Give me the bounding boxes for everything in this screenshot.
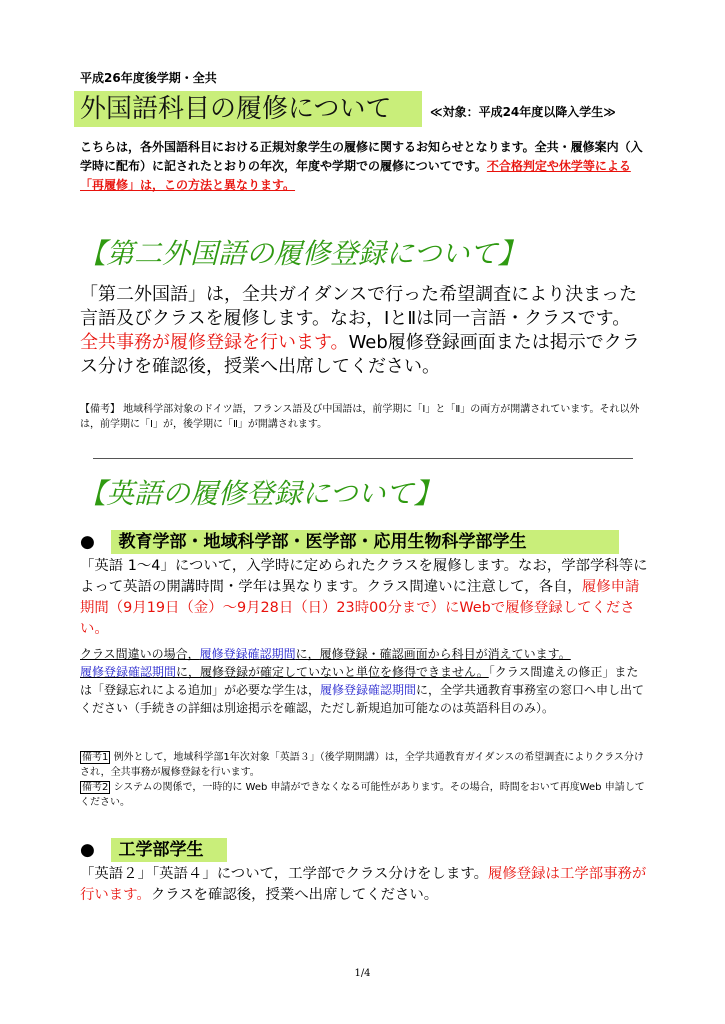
intro-text: こちらは，各外国語科目における正規対象学生の履修に関するお知らせとなります。全共・履修案内（入学時に配布）に記されたとおりの年次，年度や学期での履修についてです。 — [80, 140, 643, 173]
second-language-red-text: 全共事務が履修登録を行います。 — [80, 332, 349, 353]
second-language-note: 【備考】 地域科学部対象のドイツ語，フランス語及び中国語は，前学期に「Ⅰ」と「Ⅱ」の両方が開講されています。それ以外は，前学期に「Ⅰ」が，後学期に「Ⅱ」が開講されます。 — [80, 404, 640, 430]
page-title: 外国語科目の履修について — [80, 94, 392, 124]
confirm-period-link-3: 履修登録確認期間 — [320, 683, 417, 697]
confirm-period-link-2: 履修登録確認期間 — [80, 665, 177, 679]
note-1-label: 備考1 — [82, 752, 109, 763]
target-students: ≪対象：平成24年度以降入学生≫ — [430, 105, 616, 119]
detail-text-4: 「クラス間違えの修正」または「登録忘れによる追加」が必要な学生は， — [80, 665, 639, 697]
detail-text-5: に，全学共通教育事務室の窓口へ申し出てください（手続きの詳細は別途掲示を確認，ただし新規追加可能なのは英語科目のみ）。 — [80, 683, 645, 715]
english-heading: 【英語の履修登録について】 — [78, 477, 442, 510]
detail-text-2: に，履修登録・確認画面から科目が消えています。 — [295, 647, 571, 661]
group2-body — [80, 864, 650, 906]
group1-red-text: 履修申請期間（9月19日（金）～9月28日（日）23時00分まで）にWebで履修登録してください。 — [80, 579, 640, 637]
group2-text-2: クラスを確認後，授業へ出席してください。 — [150, 887, 439, 903]
note-1 — [80, 750, 652, 780]
second-language-body — [80, 283, 650, 379]
note-2-label: 備考2 — [82, 782, 109, 793]
intro-paragraph — [80, 138, 648, 195]
second-language-text-1: 「第二外国語」は，全共ガイダンスで行った希望調査により決まった言語及びクラスを履修します。なお，ⅠとⅡは同一言語・クラスです。 — [80, 284, 638, 329]
second-language-text-2: Web履修登録画面または掲示でクラス分けを確認後，授業へ出席してください。 — [80, 332, 640, 377]
english-notes — [80, 750, 652, 810]
detail-text-3: に，履修登録が確定していないと単位を修得できません。 — [176, 665, 489, 679]
group2-red-text: 履修登録は工学部事務が行います。 — [80, 866, 647, 903]
note-1-text: 例外として，地域科学部1年次対象「英語３」（後学期開講）は，全学共通教育ガイダンスの希望調査によりクラス分けされ，全共事務が履修登録を行います。 — [80, 752, 644, 778]
note-2 — [80, 780, 652, 810]
confirm-period-link-1: 履修登録確認期間 — [199, 647, 296, 661]
semester-label: 平成26年度後学期・全共 — [80, 71, 217, 85]
group2-title: 工学部学生 — [118, 840, 204, 860]
group1-detail — [80, 645, 650, 717]
group1-text-1: 「英語 1～4」について，入学時に定められたクラスを履修します。なお，学部学科等によって英語の開講時間・学年は異なります。クラス間違いに注意して，各自， — [80, 558, 648, 595]
group1-body — [80, 556, 650, 640]
group2-heading — [80, 838, 204, 862]
bullet-icon: ● — [80, 532, 95, 552]
section-divider — [93, 458, 633, 459]
detail-text-1: クラス間違いの場合， — [80, 647, 200, 661]
group1-title: 教育学部・地域科学部・医学部・応用生物科学部学生 — [118, 532, 527, 552]
group1-heading — [80, 530, 527, 554]
second-language-heading: 【第二外国語の履修登録について】 — [78, 237, 526, 270]
group2-text-1: 「英語２」「英語４」について，工学部でクラス分けをします。 — [80, 866, 488, 882]
note-2-text: システムの関係で，一時的に Web 申請ができなくなる可能性があります。その場合，時間をおいて再度Web 申請してください。 — [80, 782, 645, 808]
intro-warning: 不合格判定や休学等による「再履修」は，この方法と異なります。 — [80, 159, 631, 192]
page-number: 1/4 — [354, 968, 371, 979]
bullet-icon: ● — [80, 840, 95, 860]
